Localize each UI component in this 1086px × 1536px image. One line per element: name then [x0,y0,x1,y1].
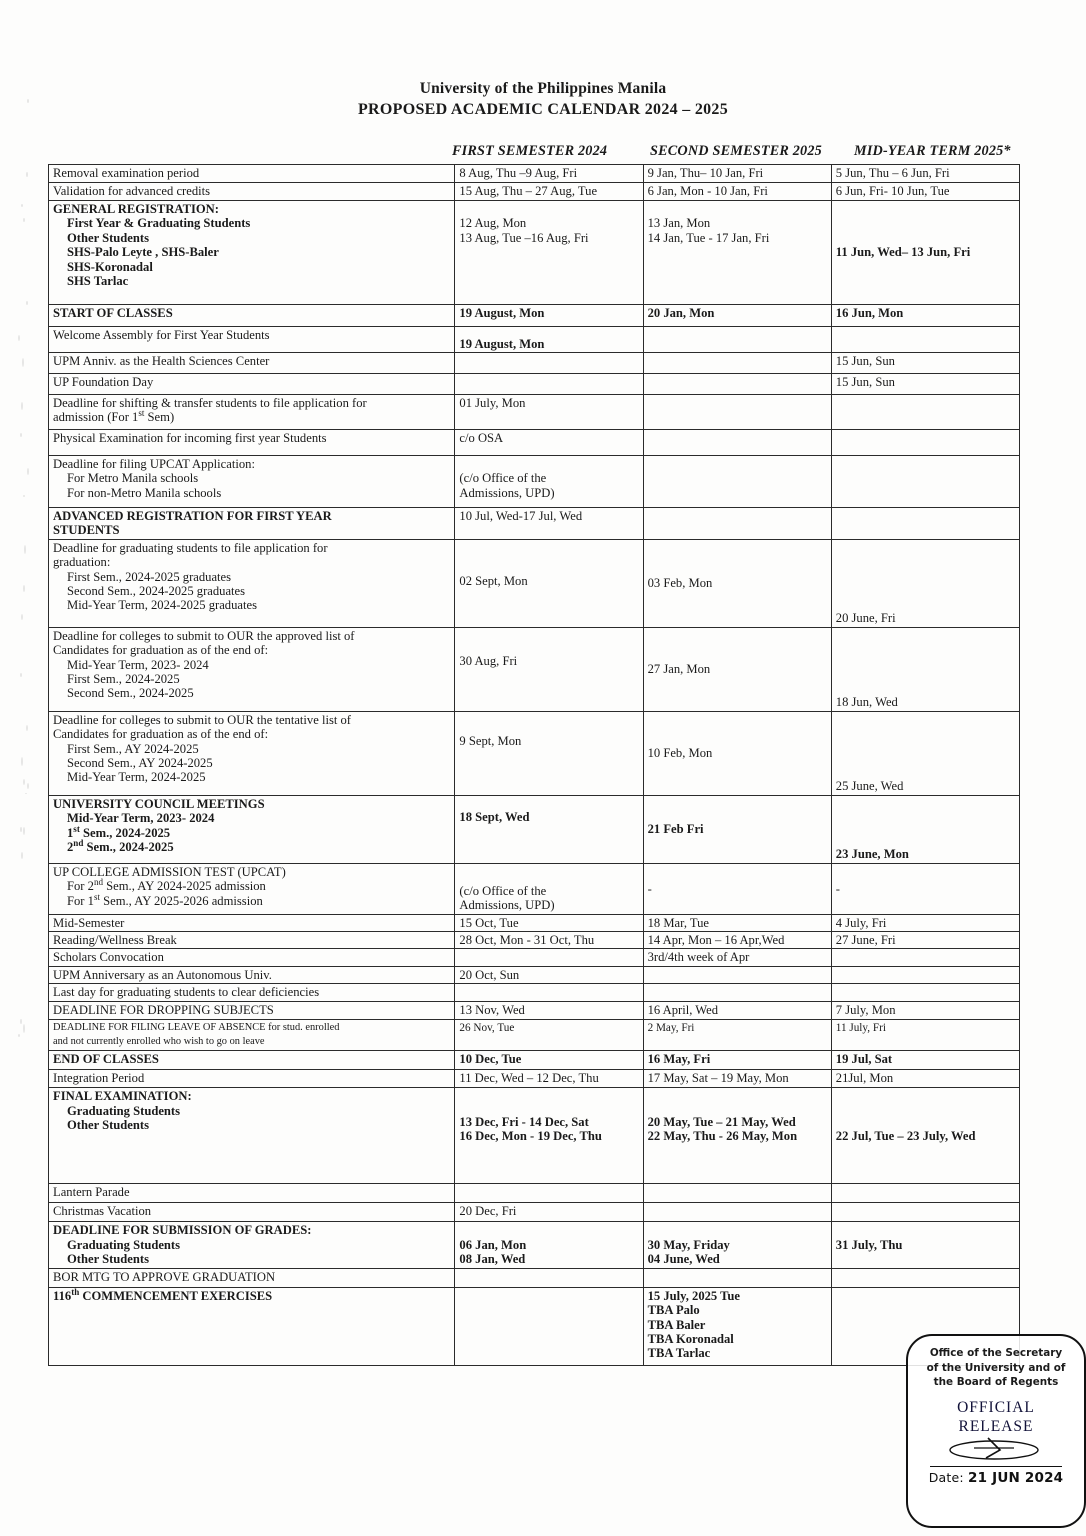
table-row [49,949,1020,966]
title-line-2: PROPOSED ACADEMIC CALENDAR 2024 – 2025 [357,101,729,118]
event-date-cell-second [643,1203,831,1222]
event-date-cell-mid [831,395,1019,430]
event-date-cell-first: 28 Oct, Mon - 31 Oct, Thu [455,932,643,949]
event-date-cell-second: 15 July, 2025 Tue TBA Palo TBA Baler TBA Koronadal TBA Tarlac [643,1287,831,1365]
event-date-cell-second [643,430,831,456]
table-row [49,1287,1020,1365]
event-label-cell: BOR MTG TO APPROVE GRADUATION [49,1268,455,1287]
table-row [49,711,1020,795]
event-label-cell: ADVANCED REGISTRATION FOR FIRST YEAR STUDENTS [49,508,455,540]
event-date-cell-second: 21 Feb Fri [643,795,831,863]
event-date-cell-second: 13 Jan, Mon 14 Jan, Tue - 17 Jan, Fri [643,201,831,305]
table-row [49,183,1020,201]
event-label-cell: DEADLINE FOR SUBMISSION OF GRADES: Graduating Students Other Students [49,1222,455,1268]
event-date-cell-mid: 11 July, Fri [831,1019,1019,1051]
event-date-cell-mid [831,984,1019,1001]
event-date-cell-mid [831,966,1019,983]
event-label-cell: 116th COMMENCEMENT EXERCISES [49,1287,455,1365]
stamp-date-label: Date: [928,1469,964,1485]
event-date-cell-mid: 21Jul, Mon [831,1070,1019,1088]
column-header-second-semester: SECOND SEMESTER 2025 [650,143,822,159]
event-label-cell: FINAL EXAMINATION: Graduating Students Other Students [49,1088,455,1184]
table-row [49,1001,1020,1019]
event-date-cell-first: c/o OSA [455,430,643,456]
event-date-cell-first: 20 Dec, Fri [455,1203,643,1222]
column-header-first-semester: FIRST SEMESTER 2024 [452,143,608,159]
table-row [49,508,1020,540]
event-date-cell-first: 18 Sept, Wed [455,795,643,863]
event-date-cell-first: 8 Aug, Thu –9 Aug, Fri [455,165,643,183]
event-date-cell-first: 13 Nov, Wed [455,1001,643,1019]
table-row [49,430,1020,456]
event-date-cell-first [455,1268,643,1287]
event-date-cell-second [643,1184,831,1203]
event-date-cell-mid: 23 June, Mon [831,795,1019,863]
event-date-cell-mid [831,949,1019,966]
table-row [49,395,1020,430]
event-date-cell-mid: 18 Jun, Wed [831,627,1019,711]
event-date-cell-mid [831,327,1019,353]
event-date-cell-second [643,395,831,430]
event-date-cell-mid: 15 Jun, Sun [831,353,1019,374]
event-date-cell-first: 30 Aug, Fri [455,627,643,711]
signature-icon [936,1434,1056,1468]
event-date-cell-second: 16 April, Wed [643,1001,831,1019]
event-date-cell-second: 14 Apr, Mon – 16 Apr,Wed [643,932,831,949]
table-row [49,1019,1020,1051]
table-row [49,539,1020,627]
table-row [49,1070,1020,1088]
event-date-cell-first: (c/o Office of the Admissions, UPD) [455,863,643,914]
event-label-cell: START OF CLASSES [49,305,455,327]
event-date-cell-second [643,984,831,1001]
table-row [49,1203,1020,1222]
stamp-office-line-2: of the University and of [926,1361,1066,1374]
table-row [49,863,1020,914]
event-label-cell: Welcome Assembly for First Year Students [49,327,455,353]
scan-artifacts [18,40,32,1140]
event-date-cell-second: 03 Feb, Mon [643,539,831,627]
table-row [49,165,1020,183]
event-date-cell-mid: 6 Jun, Fri- 10 Jun, Tue [831,183,1019,201]
table-row [49,1268,1020,1287]
event-label-cell: Deadline for graduating students to file application for graduation: First Sem., 2024-2025 graduates Second Sem., 2024-2025 graduates Mid-Year Term, 2024-2025 graduates [49,539,455,627]
event-label-cell: Validation for advanced credits [49,183,455,201]
event-label-cell: GENERAL REGISTRATION: First Year & Graduating Students Other Students SHS-Palo Leyte , SHS-Baler SHS-Koronadal SHS Tarlac [49,201,455,305]
event-date-cell-mid: 19 Jul, Sat [831,1051,1019,1070]
event-date-cell-first: 9 Sept, Mon [455,711,643,795]
event-date-cell-mid: 11 Jun, Wed– 13 Jun, Fri [831,201,1019,305]
event-date-cell-mid [831,1268,1019,1287]
event-date-cell-second [643,508,831,540]
academic-calendar-table [48,164,1020,1366]
document-title [0,78,1086,120]
table-row [49,305,1020,327]
event-date-cell-second: - [643,863,831,914]
table-row [49,456,1020,508]
event-date-cell-second: 16 May, Fri [643,1051,831,1070]
table-row [49,627,1020,711]
event-label-cell: Christmas Vacation [49,1203,455,1222]
event-date-cell-mid [831,1203,1019,1222]
event-date-cell-first [455,1184,643,1203]
event-label-cell: UPM Anniv. as the Health Sciences Center [49,353,455,374]
event-date-cell-second: 3rd/4th week of Apr [643,949,831,966]
event-label-cell: Reading/Wellness Break [49,932,455,949]
event-date-cell-first: 10 Jul, Wed-17 Jul, Wed [455,508,643,540]
event-label-cell: UP Foundation Day [49,374,455,395]
event-label-cell: Lantern Parade [49,1184,455,1203]
event-date-cell-first: 26 Nov, Tue [455,1019,643,1051]
event-date-cell-mid [831,456,1019,508]
event-date-cell-second [643,353,831,374]
event-date-cell-mid [831,508,1019,540]
event-date-cell-second [643,374,831,395]
signature-mark [908,1436,1084,1466]
event-date-cell-first [455,374,643,395]
event-date-cell-second [643,327,831,353]
stamp-office-text [908,1346,1084,1390]
event-label-cell: Mid-Semester [49,914,455,931]
column-headers [452,143,1052,163]
event-label-cell: UP COLLEGE ADMISSION TEST (UPCAT) For 2nd Sem., AY 2024-2025 admission For 1st Sem., AY 2025-2026 admission [49,863,455,914]
event-date-cell-first: 10 Dec, Tue [455,1051,643,1070]
event-label-cell: Deadline for shifting & transfer students to file application for admission (For 1st Sem) [49,395,455,430]
event-label-cell: END OF CLASSES [49,1051,455,1070]
table-row [49,353,1020,374]
event-date-cell-mid: - [831,863,1019,914]
event-date-cell-first: 19 August, Mon [455,305,643,327]
event-date-cell-second: 20 May, Tue – 21 May, Wed 22 May, Thu - 26 May, Mon [643,1088,831,1184]
table-row [49,966,1020,983]
event-label-cell: DEADLINE FOR FILING LEAVE OF ABSENCE for stud. enrolled and not currently enrolled who wish to go on leave [49,1019,455,1051]
event-date-cell-mid: 20 June, Fri [831,539,1019,627]
event-date-cell-second: 17 May, Sat – 19 May, Mon [643,1070,831,1088]
event-date-cell-first: 13 Dec, Fri - 14 Dec, Sat 16 Dec, Mon - 19 Dec, Thu [455,1088,643,1184]
event-date-cell-second: 10 Feb, Mon [643,711,831,795]
official-release-stamp [906,1334,1086,1528]
event-date-cell-second: 9 Jan, Thu– 10 Jan, Fri [643,165,831,183]
table-row [49,327,1020,353]
event-date-cell-first: 01 July, Mon [455,395,643,430]
stamp-date-value: 21 JUN 2024 [968,1469,1064,1486]
event-date-cell-first: 15 Oct, Tue [455,914,643,931]
event-date-cell-first [455,949,643,966]
table-row [49,1088,1020,1184]
event-date-cell-first: 02 Sept, Mon [455,539,643,627]
event-date-cell-first: 12 Aug, Mon 13 Aug, Tue –16 Aug, Fri [455,201,643,305]
table-row [49,914,1020,931]
event-date-cell-first: 15 Aug, Thu – 27 Aug, Tue [455,183,643,201]
event-date-cell-second [643,966,831,983]
event-date-cell-second: 30 May, Friday 04 June, Wed [643,1222,831,1268]
event-label-cell: DEADLINE FOR DROPPING SUBJECTS [49,1001,455,1019]
event-date-cell-second [643,1268,831,1287]
event-date-cell-mid: 27 June, Fri [831,932,1019,949]
table-row [49,201,1020,305]
event-date-cell-mid [831,430,1019,456]
event-label-cell: Deadline for colleges to submit to OUR the tentative list of Candidates for graduation as of the end of: First Sem., AY 2024-2025 Second Sem., AY 2024-2025 Mid-Year Term, 2024-2025 [49,711,455,795]
event-date-cell-mid: 16 Jun, Mon [831,305,1019,327]
event-date-cell-second: 20 Jan, Mon [643,305,831,327]
event-date-cell-first: 11 Dec, Wed – 12 Dec, Thu [455,1070,643,1088]
table-row [49,1051,1020,1070]
event-date-cell-first: 19 August, Mon [455,327,643,353]
event-date-cell-first: 20 Oct, Sun [455,966,643,983]
event-date-cell-second: 6 Jan, Mon - 10 Jan, Fri [643,183,831,201]
table-row [49,374,1020,395]
event-date-cell-mid: 25 June, Wed [831,711,1019,795]
stamp-official-release [908,1398,1084,1436]
event-label-cell: Integration Period [49,1070,455,1088]
event-date-cell-mid: 15 Jun, Sun [831,374,1019,395]
event-date-cell-mid: 7 July, Mon [831,1001,1019,1019]
stamp-office-line-1: Office of the Secretary [929,1347,1063,1359]
event-date-cell-mid: 31 July, Thu [831,1222,1019,1268]
event-date-cell-first: 06 Jan, Mon 08 Jan, Wed [455,1222,643,1268]
event-date-cell-second [643,456,831,508]
event-label-cell: Scholars Convocation [49,949,455,966]
event-date-cell-first [455,984,643,1001]
event-label-cell: Last day for graduating students to clear deficiencies [49,984,455,1001]
column-header-mid-year-term: MID-YEAR TERM 2025* [854,143,1011,159]
event-label-cell: Physical Examination for incoming first year Students [49,430,455,456]
event-date-cell-first: (c/o Office of the Admissions, UPD) [455,456,643,508]
stamp-official-word: OFFICIAL [957,1398,1035,1416]
event-date-cell-mid: 22 Jul, Tue – 23 July, Wed [831,1088,1019,1184]
table-row [49,1184,1020,1203]
event-label-cell: UNIVERSITY COUNCIL MEETINGS Mid-Year Term, 2023- 2024 1st Sem., 2024-2025 2nd Sem., 2024-2025 [49,795,455,863]
event-date-cell-second: 2 May, Fri [643,1019,831,1051]
event-date-cell-second: 27 Jan, Mon [643,627,831,711]
event-label-cell: Deadline for colleges to submit to OUR the approved list of Candidates for graduation as of the end of: Mid-Year Term, 2023- 2024 First Sem., 2024-2025 Second Sem., 2024-2025 [49,627,455,711]
table-row [49,795,1020,863]
event-date-cell-first [455,353,643,374]
table-row [49,1222,1020,1268]
table-row [49,984,1020,1001]
event-label-cell: Removal examination period [49,165,455,183]
stamp-date [908,1470,1084,1486]
event-date-cell-mid [831,1184,1019,1203]
title-line-1: University of the Philippines Manila [419,80,667,97]
table-row [49,932,1020,949]
event-label-cell: Deadline for filing UPCAT Application: For Metro Manila schools For non-Metro Manila schools [49,456,455,508]
stamp-office-line-3: the Board of Regents [933,1376,1059,1388]
event-date-cell-first [455,1287,643,1365]
event-date-cell-second: 18 Mar, Tue [643,914,831,931]
event-date-cell-mid: 5 Jun, Thu – 6 Jun, Fri [831,165,1019,183]
stamp-release-word: RELEASE [958,1417,1034,1435]
event-date-cell-mid: 4 July, Fri [831,914,1019,931]
event-label-cell: UPM Anniversary as an Autonomous Univ. [49,966,455,983]
